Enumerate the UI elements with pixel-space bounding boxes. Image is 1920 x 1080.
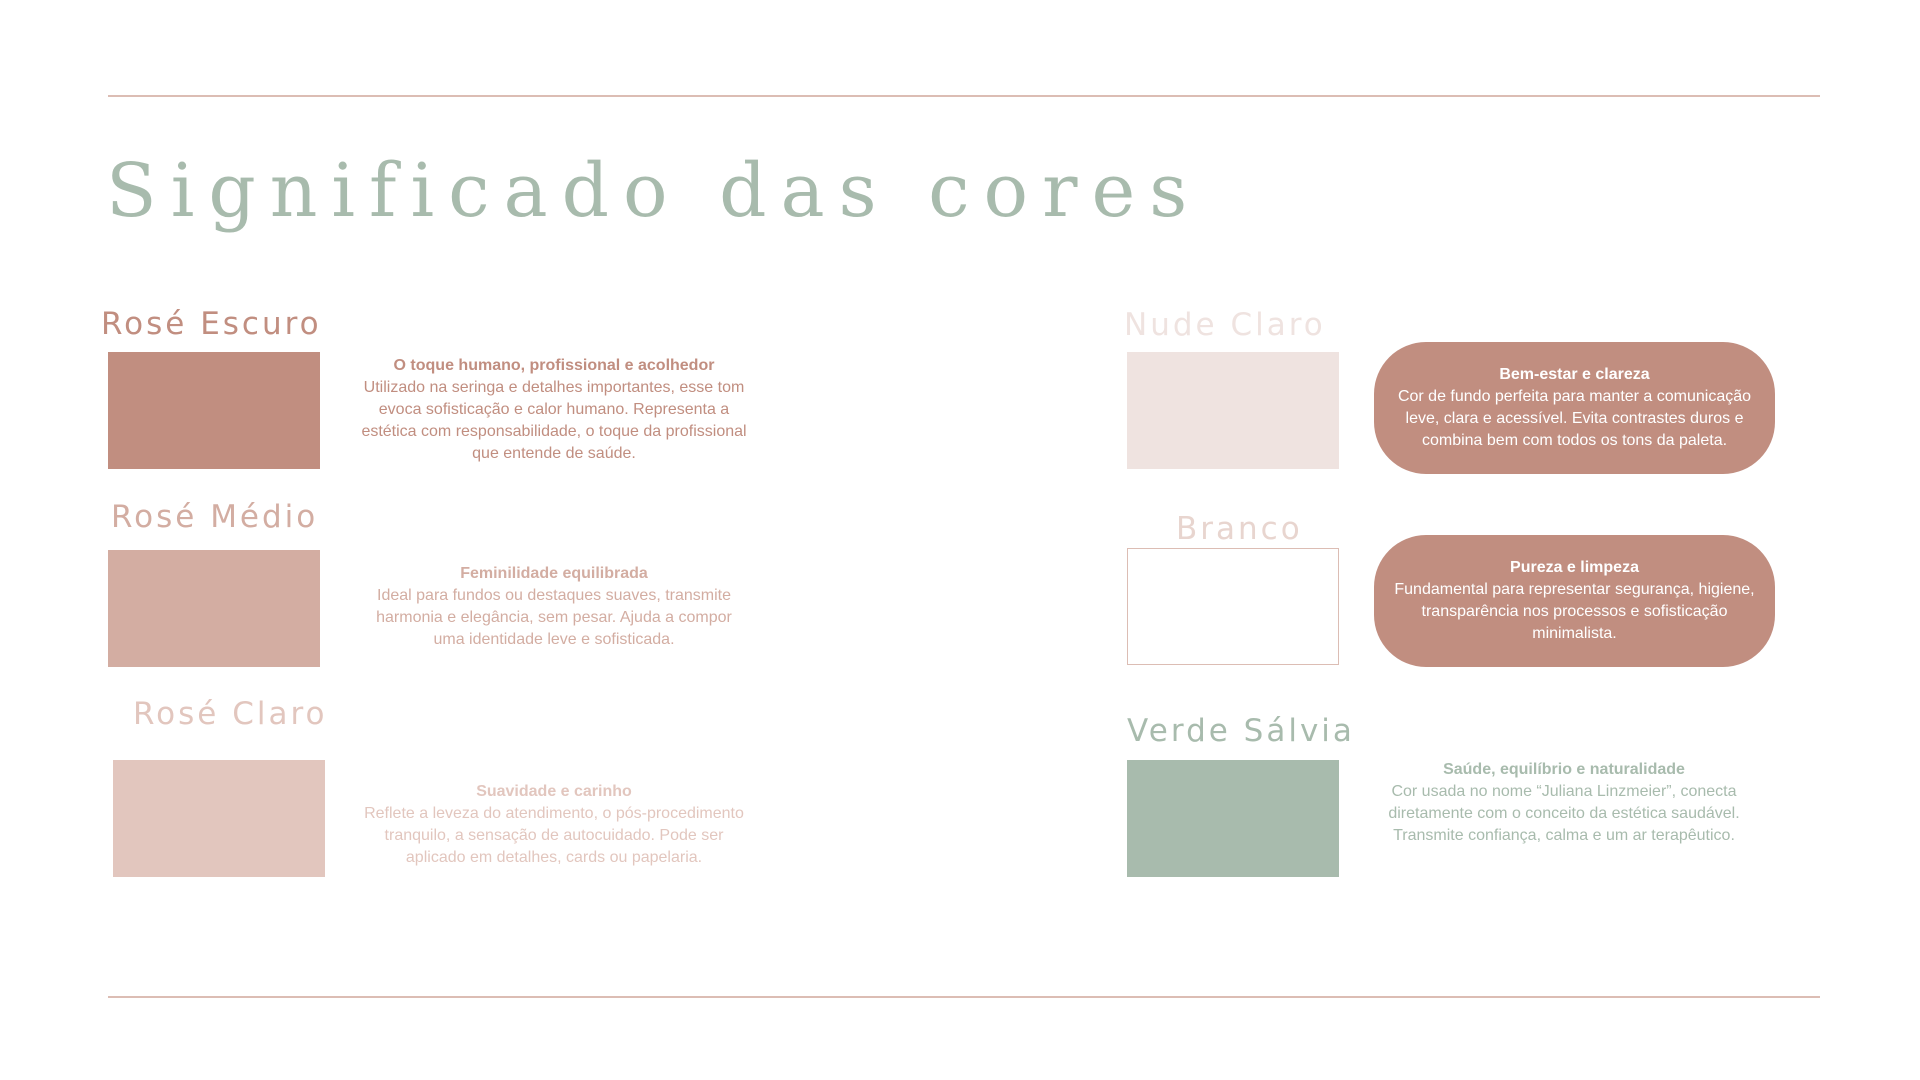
bottom-divider <box>108 996 1820 998</box>
swatch-branco <box>1127 548 1339 665</box>
swatch-verde-salvia <box>1127 760 1339 877</box>
color-name-rose-claro: Rosé Claro <box>133 696 328 732</box>
description-heading: Feminilidade equilibrada <box>460 565 648 582</box>
swatch-rose-medio <box>108 550 320 667</box>
description-heading: Saúde, equilíbrio e naturalidade <box>1443 761 1685 778</box>
swatch-nude-claro <box>1127 352 1339 469</box>
description-text: Cor de fundo perfeita para manter a comunicação leve, clara e acessível. Evita contrastes duros e combina bem com todos os tons da paleta. <box>1397 388 1752 449</box>
color-name-rose-escuro: Rosé Escuro <box>101 306 322 342</box>
description-text: Reflete a leveza do atendimento, o pós-procedimento tranquilo, a sensação de autocuidado. Pode ser aplicado em detalhes, cards ou papelaria. <box>364 805 744 866</box>
description-text: Fundamental para representar segurança, higiene, transparência nos processos e sofisticação minimalista. <box>1394 581 1755 642</box>
description-verde-salvia <box>1369 759 1759 847</box>
color-name-branco: Branco <box>1176 511 1303 547</box>
top-divider <box>108 95 1820 97</box>
color-name-verde-salvia: Verde Sálvia <box>1127 713 1355 749</box>
swatch-rose-escuro <box>108 352 320 469</box>
description-heading: Pureza e limpeza <box>1510 559 1639 576</box>
description-text: Cor usada no nome “Juliana Linzmeier”, conecta diretamente com o conceito da estética saudável. Transmite confiança, calma e um ar terapêutico. <box>1388 783 1740 844</box>
description-heading: Suavidade e carinho <box>476 783 632 800</box>
color-name-nude-claro: Nude Claro <box>1124 307 1326 343</box>
description-rose-claro <box>359 781 749 869</box>
description-text: Utilizado na seringa e detalhes importantes, esse tom evoca sofisticação e calor humano. Representa a estética com responsabilidade, o toque da profissional que entende de saúde. <box>361 379 747 462</box>
description-heading: O toque humano, profissional e acolhedor <box>393 357 715 374</box>
description-text: Ideal para fundos ou destaques suaves, transmite harmonia e elegância, sem pesar. Ajuda a compor uma identidade leve e sofisticada. <box>376 587 732 648</box>
description-branco <box>1374 535 1775 667</box>
description-rose-escuro <box>359 355 749 465</box>
description-heading: Bem-estar e clareza <box>1499 366 1650 383</box>
swatch-rose-claro <box>113 760 325 877</box>
description-rose-medio <box>359 563 749 651</box>
color-name-rose-medio: Rosé Médio <box>111 499 319 535</box>
description-nude-claro <box>1374 342 1775 474</box>
page-title: Significado das cores <box>106 148 1202 234</box>
